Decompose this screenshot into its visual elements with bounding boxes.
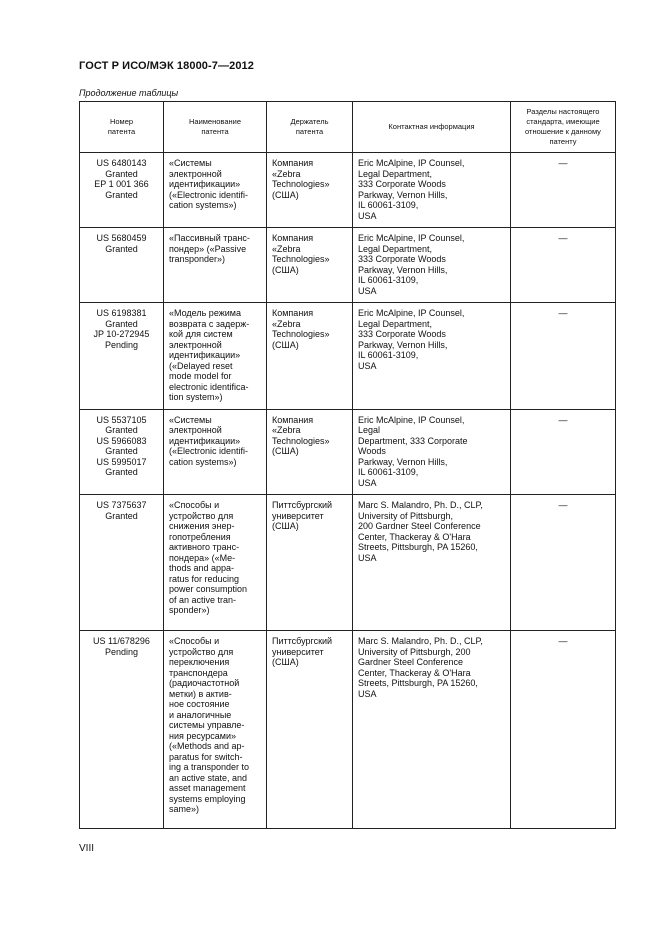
- cell-patent-name: «Способы и устройство для снижения энер- гопотребления активного транс- пондера» («Me- thods and appa- ratus for reducing power consumption of an active tran- sponder»): [164, 495, 267, 631]
- cell-patent-name: «Пассивный транс- пондер» («Passive transponder»): [164, 228, 267, 303]
- cell-patent-holder: Компания «Zebra Technologies» (США): [267, 303, 353, 410]
- cell-patent-number: US 11/678296 Pending: [80, 631, 164, 829]
- column-header-holder: Держатель патента: [267, 102, 353, 153]
- cell-patent-number: US 7375637 Granted: [80, 495, 164, 631]
- cell-patent-holder: Питтсбургский университет (США): [267, 495, 353, 631]
- table-row: [80, 631, 616, 829]
- cell-contact-info: Eric McAlpine, IP Counsel, Legal Department, 333 Corporate Woods Parkway, Vernon Hills, IL 60061-3109, USA: [353, 228, 511, 303]
- cell-patent-holder: Компания «Zebra Technologies» (США): [267, 228, 353, 303]
- column-header-contact: Контактная информация: [353, 102, 511, 153]
- cell-patent-number: US 6198381 Granted JP 10-272945 Pending: [80, 303, 164, 410]
- cell-patent-number: US 6480143 Granted EP 1 001 366 Granted: [80, 153, 164, 228]
- cell-sections: —: [511, 303, 616, 410]
- cell-sections: —: [511, 409, 616, 495]
- document-header: ГОСТ Р ИСО/МЭК 18000-7—2012: [79, 60, 254, 72]
- cell-patent-holder: Питтсбургский университет (США): [267, 631, 353, 829]
- table-caption: Продолжение таблицы: [79, 88, 179, 98]
- table-row: [80, 228, 616, 303]
- column-header-name: Наименование патента: [164, 102, 267, 153]
- cell-sections: —: [511, 631, 616, 829]
- table-row: [80, 303, 616, 410]
- cell-patent-holder: Компания «Zebra Technologies» (США): [267, 409, 353, 495]
- table-header-row: [80, 102, 616, 153]
- cell-contact-info: Marc S. Malandro, Ph. D., CLP, University of Pittsburgh, 200 Gardner Steel Conference Center, Thackeray & O'Hara Streets, Pittsburgh, PA 15260, USA: [353, 495, 511, 631]
- cell-patent-name: «Модель режима возврата с задерж- кой для систем электронной идентификации» («Delayed reset mode model for electronic identifica- tion system»): [164, 303, 267, 410]
- cell-patent-number: US 5680459 Granted: [80, 228, 164, 303]
- cell-contact-info: Eric McAlpine, IP Counsel, Legal Department, 333 Corporate Woods Parkway, Vernon Hills, IL 60061-3109, USA: [353, 409, 511, 495]
- cell-patent-number: US 5537105 Granted US 5966083 Granted US 5995017 Granted: [80, 409, 164, 495]
- cell-contact-info: Marc S. Malandro, Ph. D., CLP, University of Pittsburgh, 200 Gardner Steel Conference Center, Thackeray & O'Hara Streets, Pittsburgh, PA 15260, USA: [353, 631, 511, 829]
- cell-contact-info: Eric McAlpine, IP Counsel, Legal Department, 333 Corporate Woods Parkway, Vernon Hills, IL 60061-3109, USA: [353, 153, 511, 228]
- cell-sections: —: [511, 495, 616, 631]
- patents-table: [79, 101, 616, 829]
- table-row: [80, 153, 616, 228]
- cell-patent-name: «Способы и устройство для переключения транспондера (радиочастотной метки) в актив- ное состояние и аналогичные системы управле- ния ресурсами» («Methods and ap- paratus for switch- ing a transponder to an active state, and asset management systems employing same»): [164, 631, 267, 829]
- cell-sections: —: [511, 153, 616, 228]
- page-number: VIII: [79, 843, 95, 854]
- cell-contact-info: Eric McAlpine, IP Counsel, Legal Department, 333 Corporate Woods Parkway, Vernon Hills, IL 60061-3109, USA: [353, 303, 511, 410]
- column-header-number: Номер патента: [80, 102, 164, 153]
- table-row: [80, 495, 616, 631]
- cell-patent-holder: Компания «Zebra Technologies» (США): [267, 153, 353, 228]
- table-row: [80, 409, 616, 495]
- cell-sections: —: [511, 228, 616, 303]
- cell-patent-name: «Системы электронной идентификации» («Electronic identifi- cation systems»): [164, 153, 267, 228]
- cell-patent-name: «Системы электронной идентификации» («Electronic identifi- cation systems»): [164, 409, 267, 495]
- column-header-sections: Разделы настоящего стандарта, имеющие отношение к данному патенту: [511, 102, 616, 153]
